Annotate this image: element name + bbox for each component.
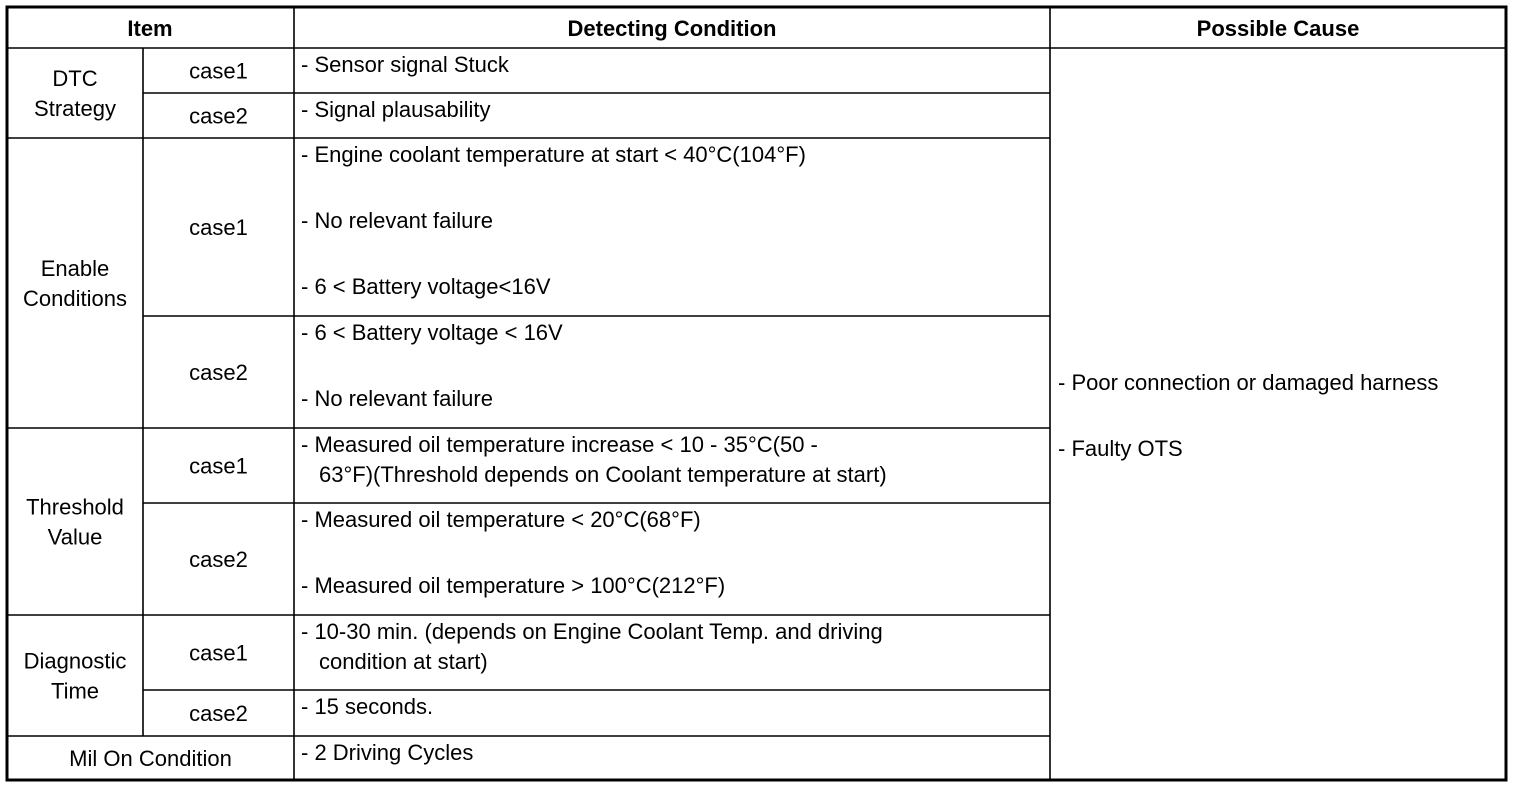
case-label: case2 (189, 701, 248, 726)
condition-text: - Sensor signal Stuck (301, 52, 509, 77)
case-label: case1 (189, 640, 248, 666)
condition-text: condition at start) (319, 649, 488, 674)
section-item-label: Time (50, 678, 100, 704)
section-item-label: Value (47, 524, 103, 550)
table-row (189, 142, 806, 299)
case-label: case1 (189, 58, 248, 84)
header-possible-cause: Possible Cause (1196, 16, 1360, 41)
table-row (189, 320, 563, 411)
header-detecting-condition: Detecting Condition (567, 16, 777, 41)
condition-text: - No relevant failure (301, 208, 493, 233)
condition-text: - Measured oil temperature > 100°C(212°F) (301, 573, 726, 598)
header-row (127, 16, 1359, 41)
case-label: case1 (189, 453, 248, 479)
condition-text: - Engine coolant temperature at start < 40°C(104°F) (301, 142, 806, 167)
condition-text: - No relevant failure (301, 386, 493, 411)
case-label: case1 (189, 215, 248, 240)
condition-text: - Measured oil temperature increase < 10 - 35°C(50 - (301, 432, 818, 457)
section-item-label: Conditions (23, 286, 127, 311)
case-label: case2 (189, 360, 248, 385)
table-row (189, 619, 883, 674)
section-item (34, 66, 116, 121)
section-item-label: Strategy (34, 96, 116, 121)
section-item-label: Enable (40, 256, 110, 281)
condition-text: - 6 < Battery voltage<16V (301, 274, 551, 299)
table-row (189, 52, 510, 84)
condition-text: 63°F)(Threshold depends on Coolant temperature at start) (319, 462, 887, 487)
mil-on-label: Mil On Condition (69, 746, 232, 771)
possible-cause-cell (1058, 370, 1438, 461)
table-row (189, 507, 725, 598)
case-label: case2 (189, 103, 248, 129)
section-item (26, 495, 124, 550)
table-row (189, 694, 433, 726)
condition-text: - 15 seconds. (301, 694, 434, 719)
possible-cause-text: - Faulty OTS (1058, 436, 1183, 461)
section-item (24, 649, 127, 704)
case-label: case2 (189, 547, 248, 572)
section-item (23, 256, 127, 311)
header-item: Item (127, 16, 173, 41)
mil-on-row (69, 740, 473, 771)
section-item-label: Diagnostic (23, 648, 127, 674)
condition-text: - Signal plausability (301, 97, 491, 122)
condition-text: - Measured oil temperature < 20°C(68°F) (301, 507, 701, 532)
condition-text: - 10-30 min. (depends on Engine Coolant Temp. and driving (301, 619, 883, 644)
section-item-label: Threshold (26, 494, 124, 520)
condition-text: - 6 < Battery voltage < 16V (301, 320, 563, 345)
section-item-label: DTC (52, 66, 98, 91)
condition-text: - 2 Driving Cycles (301, 740, 474, 765)
possible-cause-text: - Poor connection or damaged harness (1058, 370, 1439, 395)
table-body (23, 52, 887, 771)
table-row (189, 97, 490, 129)
